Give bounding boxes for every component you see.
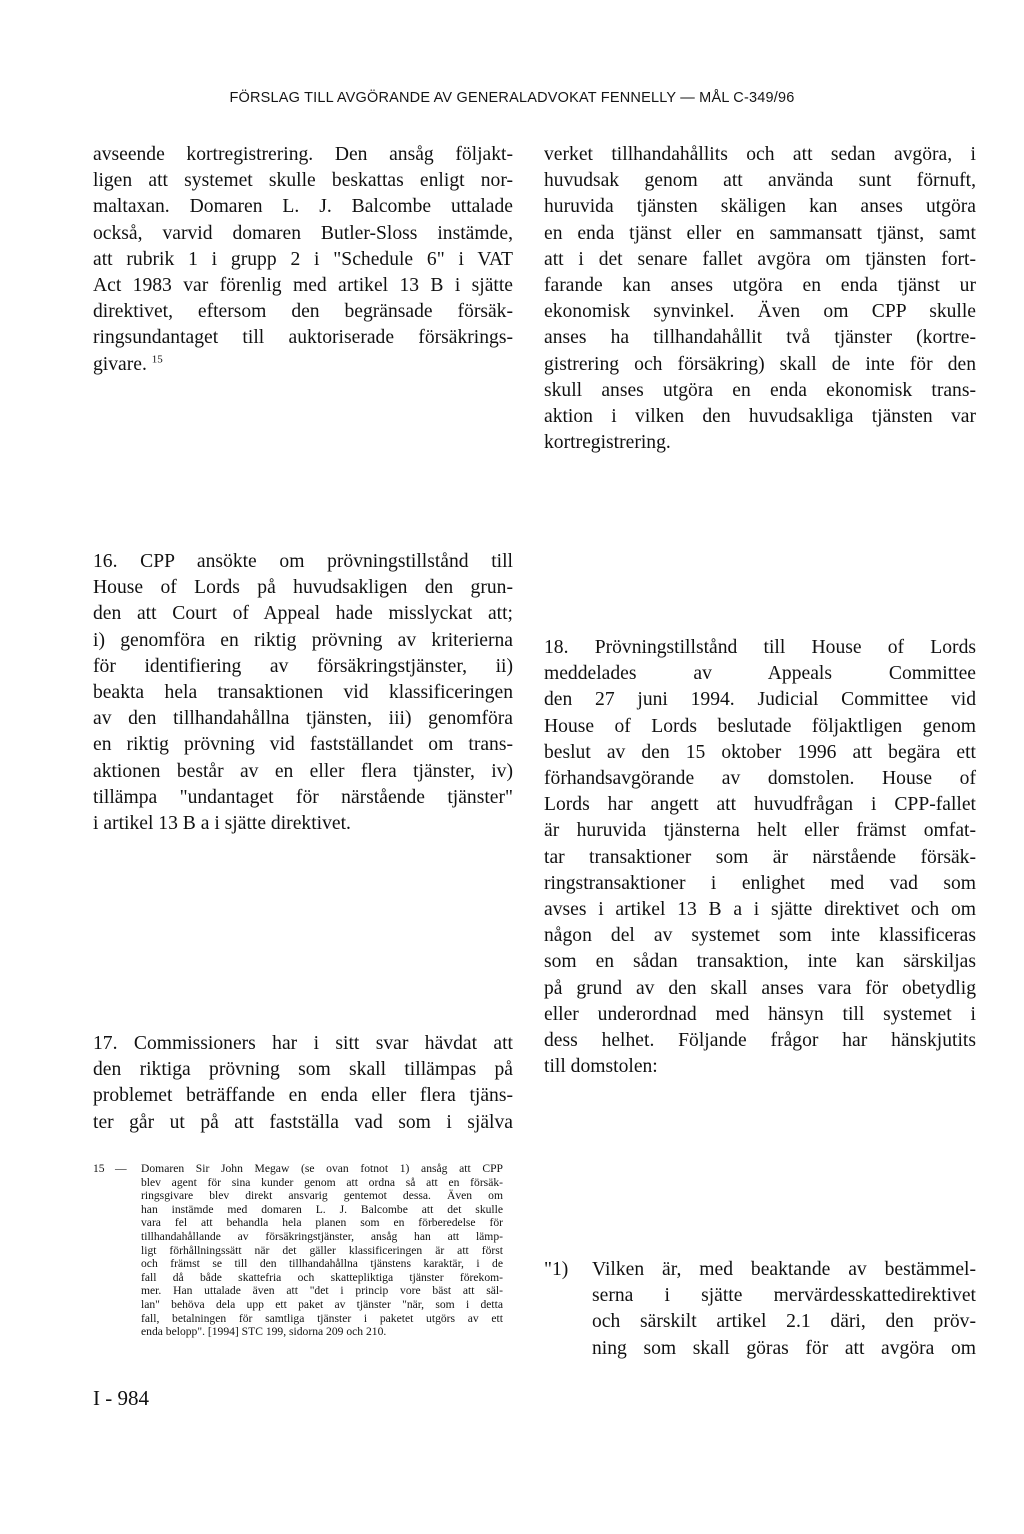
- text-line: Lords har angett att huvudfrågan i CPP-fallet: [544, 794, 976, 816]
- footnote-reference[interactable]: 15: [151, 353, 163, 366]
- text-line: gistrering och försäkring) skall de inte för den: [544, 353, 976, 375]
- text-line: ekonomisk synvinkel. Även om CPP skulle: [544, 301, 976, 323]
- right-paragraph-continuation: [544, 142, 976, 456]
- text-line: huruvida tjänsten skäligen kan anses utgöra: [544, 196, 976, 218]
- text-line: på grund av den skall anses vara för obetydlig: [544, 977, 976, 999]
- text-line: för identifiering av försäkringstjänster, ii): [93, 655, 513, 677]
- question-number: "1): [544, 1259, 569, 1280]
- left-paragraph-continuation: [93, 142, 513, 378]
- text-line: huvudsak genom att använda sunt förnuft,: [544, 170, 976, 192]
- footnote-line: ringsgivare blev direkt ansvarig gentemot dessa. Även om: [141, 1189, 503, 1203]
- text-line: beslut av den 15 oktober 1996 att begära ett: [544, 741, 976, 763]
- text-line: anses ha tillhandahållit två tjänster (kortre-: [544, 327, 976, 349]
- text-line: kortregistrering.: [544, 432, 671, 454]
- running-header: FÖRSLAG TILL AVGÖRANDE AV GENERALADVOKAT FENNELLY — MÅL C-349/96: [229, 90, 795, 106]
- text-line: av den tillhandahållna tjänsten, iii) genomföra: [93, 708, 513, 730]
- text-line: förhandsavgörande av domstolen. House of: [544, 768, 976, 790]
- text-line: avses i artikel 13 B a i sjätte direktivet och om: [544, 899, 976, 921]
- footnote-number: 15: [93, 1162, 105, 1175]
- footnote-line: och främst se till den tillhandahållna tjänstens karaktär, i de: [141, 1257, 503, 1271]
- text-line: ligen att systemet skulle beskattas enligt nor-: [93, 170, 513, 192]
- text-line: House of Lords beslutade följaktligen genom: [544, 715, 976, 737]
- footnote-line: fall då både skattefria och skattepliktiga tjänster förekom-: [141, 1270, 503, 1284]
- text-line: i artikel 13 B a i sjätte direktivet.: [93, 813, 351, 835]
- text-line: farande kan anses utgöra en enda tjänst ur: [544, 275, 976, 297]
- footnote-line: fall, betalningen för samtliga tjänster i paketet utgörs av ett: [141, 1311, 503, 1325]
- footnote-line: lan" behöva dela upp ett paket av tjänster "när, som i detta: [141, 1297, 503, 1311]
- text-line: verket tillhandahållits och att sedan avgöra, i: [544, 144, 976, 165]
- text-line: 18. Prövningstillstånd till House of Lords: [544, 637, 976, 658]
- question-1-text: [592, 1257, 976, 1362]
- text-line: aktion i vilken den huvudsakliga tjänsten var: [544, 406, 976, 428]
- text-line: eller underordnad med hänsyn till systemet i: [544, 1003, 976, 1025]
- text-line: ter går ut på att fastställa vad som i själva: [93, 1111, 513, 1133]
- text-line: ringsundantaget till auktoriserade försäkrings-: [93, 327, 513, 349]
- text-line: den riktiga prövning som skall tillämpas på: [93, 1059, 513, 1081]
- text-line: tar transaktioner som är närstående försäk-: [544, 846, 976, 868]
- text-line: skull anses utgöra en enda ekonomisk trans-: [544, 379, 976, 401]
- text-line: att rubrik 1 i grupp 2 i "Schedule 6" i VAT: [93, 248, 513, 270]
- footnote-line: han instämde med domaren L. J. Balcombe att det skulle: [141, 1202, 503, 1216]
- text-line: den att Court of Appeal hade misslyckat att;: [93, 603, 513, 625]
- text-line: ringstransaktioner i enlighet med vad som: [544, 872, 976, 894]
- text-line: beakta hela transaktionen vid klassificeringen: [93, 682, 513, 704]
- footnote-line: enda belopp". [1994] STC 199, sidorna 209 och 210.: [141, 1325, 387, 1339]
- text-line: problemet beträffande en enda eller flera tjäns-: [93, 1085, 513, 1107]
- text-line: House of Lords på huvudsakligen den grun-: [93, 577, 513, 599]
- text-line: meddelades av Appeals Committee: [544, 663, 976, 685]
- footnote-line: tillhandahållande av försäkringstjänster, ansåg han att lämp-: [141, 1229, 503, 1243]
- text-line: aktionen består av en eller flera tjänster, iv): [93, 760, 513, 782]
- page-number: I - 984: [93, 1386, 149, 1410]
- text-line: att i det senare fallet avgöra om tjänsten fort-: [544, 248, 976, 270]
- text-line: en riktig prövning vid fastställandet om trans-: [93, 734, 513, 756]
- text-line: den 27 juni 1994. Judicial Committee vid: [544, 689, 976, 711]
- paragraph-16: [93, 549, 513, 837]
- text-line: och särskilt artikel 2.1 däri, den pröv-: [592, 1311, 976, 1333]
- footnote-body: [141, 1162, 503, 1339]
- text-line: [93, 352, 513, 378]
- text-line: 16. CPP ansökte om prövningstillstånd till: [93, 551, 513, 572]
- text-line: till domstolen:: [544, 1056, 658, 1078]
- text-line: som en sådan transaktion, inte kan särskiljas: [544, 951, 976, 973]
- text-line: direktivet, eftersom den begränsade försäk-: [93, 301, 513, 323]
- text-line: någon del av systemet som inte klassificeras: [544, 925, 976, 947]
- paragraph-18: [544, 635, 976, 1080]
- text-line: Vilken är, med beaktande av bestämmel-: [592, 1259, 976, 1280]
- footnote-line: ligt förhållningssätt när det gäller klassificeringen är att först: [141, 1243, 503, 1257]
- footnote-line: vara fel att behandla hela planen som en förberedelse för: [141, 1216, 503, 1230]
- text-line: dess helhet. Följande frågor har hänskjutits: [544, 1030, 976, 1052]
- text-line: en enda tjänst eller en sammansatt tjänst, samt: [544, 222, 976, 244]
- footnote-line: mer. Han uttalade även att "det i princip vore bäst att säl-: [141, 1284, 503, 1298]
- text-fragment: givare.: [93, 353, 147, 375]
- text-line: Act 1983 var förenlig med artikel 13 B i sjätte: [93, 275, 513, 297]
- paragraph-17: [93, 1031, 513, 1136]
- text-line: ning som skall göras för att avgöra om: [592, 1337, 976, 1359]
- footnote-dash: —: [115, 1162, 127, 1175]
- text-line: avseende kortregistrering. Den ansåg följakt-: [93, 144, 513, 165]
- footnote-line: Domaren Sir John Megaw (se ovan fotnot 1) ansåg att CPP: [141, 1162, 503, 1175]
- text-line: också, varvid domaren Butler-Sloss instämde,: [93, 222, 513, 244]
- text-line: 17. Commissioners har i sitt svar hävdat att: [93, 1033, 513, 1054]
- text-line: serna i sjätte mervärdesskattedirektivet: [592, 1285, 976, 1307]
- text-line: tillämpa "undantaget för närstående tjänster": [93, 786, 513, 808]
- text-line: i) genomföra en riktig prövning av kriterierna: [93, 629, 513, 651]
- footnote-line: blev agent för sina kunder genom att ordna så att en försäk-: [141, 1175, 503, 1189]
- text-line: maltaxan. Domaren L. J. Balcombe uttalade: [93, 196, 513, 218]
- text-line: är huruvida tjänsterna helt eller främst omfat-: [544, 820, 976, 842]
